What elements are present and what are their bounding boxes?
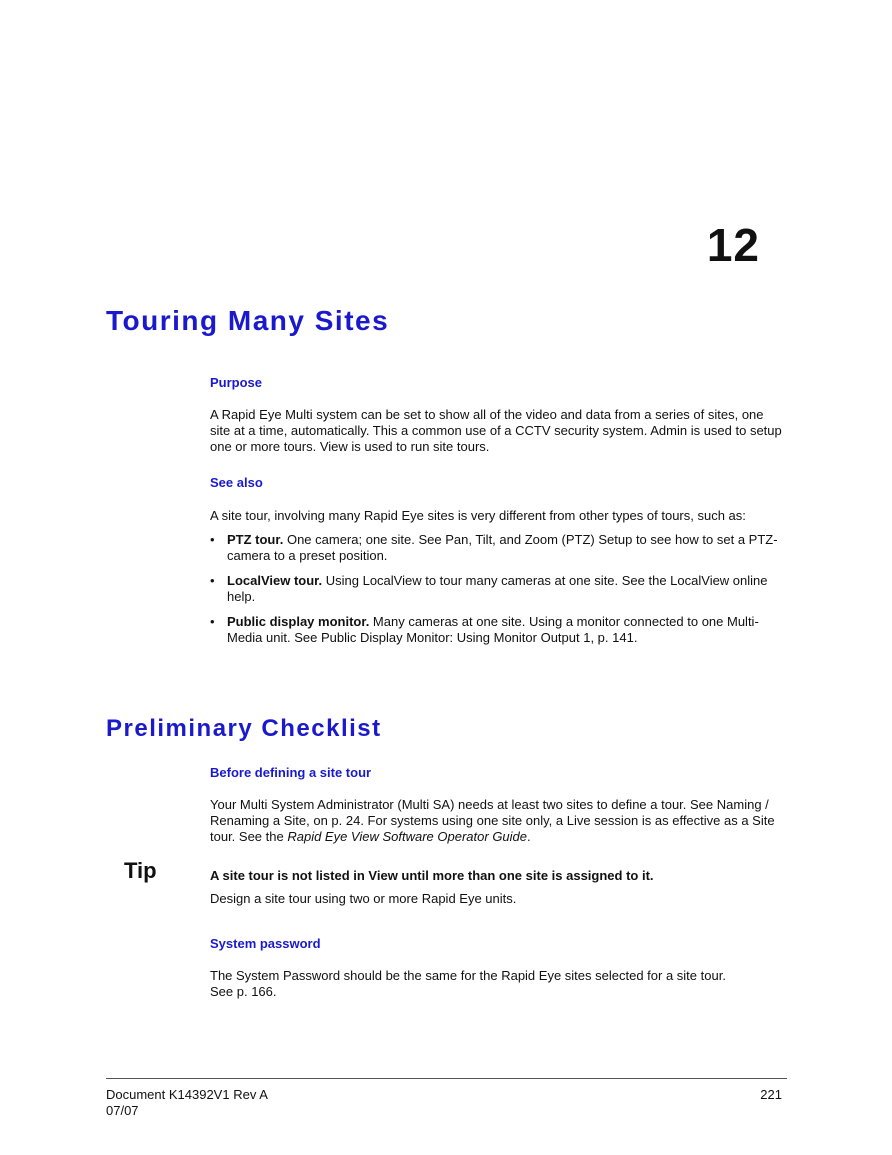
tip-text: Design a site tour using two or more Rapid Eye units. [210,891,517,906]
section-title: Preliminary Checklist [106,715,382,742]
before-text-part: Your Multi System Administrator (Multi SA) needs at least two sites to define a tour. See Naming / Renaming a Site, on p. 24. For systems using one site only, a Live session is as effective as a Site tour. See the [210,797,775,844]
password-heading: System password [210,936,321,951]
list-item [210,532,785,564]
operator-guide-title: Rapid Eye View Software Operator Guide [287,829,528,844]
list-item [210,614,785,646]
purpose-text: A Rapid Eye Multi system can be set to show all of the video and data from a series of sites, one site at a time, automatically. This a common use of a CCTV security system. Admin is used to setup one or more tours. View is used to run site tours. [210,407,782,454]
bullet-icon: • [210,573,215,588]
purpose-heading: Purpose [210,375,263,390]
footer-document-info [106,1087,268,1119]
bullet-text: Using LocalView to tour many cameras at one site. See the LocalView online help. [227,573,768,604]
chapter-number: 12 [706,219,760,271]
before-text-end: . [527,829,531,844]
tip-title: A site tour is not listed in View until more than one site is assigned to it. [210,868,654,883]
see-also-intro: A site tour, involving many Rapid Eye sites is very different from other types of tours, such as: [210,508,746,523]
bullet-term: LocalView tour. [227,573,323,588]
bullet-text: One camera; one site. See Pan, Tilt, and Zoom (PTZ) Setup to see how to set a PTZ-camera to a preset position. [227,532,778,563]
document-id: Document K14392V1 Rev A [106,1087,268,1102]
list-item [210,573,785,605]
bullet-term: Public display monitor. [227,614,370,629]
chapter-title: Touring Many Sites [106,305,390,336]
password-text-line1: The System Password should be the same for the Rapid Eye sites selected for a site tour. [210,968,726,983]
tip-label: Tip [124,858,157,883]
see-also-heading: See also [210,475,263,490]
bullet-text: Many cameras at one site. Using a monitor connected to one Multi-Media unit. See Public Display Monitor: Using Monitor Output 1, p. 141. [227,614,759,645]
footer-divider [106,1078,787,1079]
bullet-term: PTZ tour. [227,532,284,547]
password-text [210,968,785,1000]
tour-types-list [210,532,785,655]
bullet-icon: • [210,614,215,629]
before-text [210,797,785,845]
bullet-icon: • [210,532,215,547]
page-number: 221 [760,1087,782,1102]
document-date: 07/07 [106,1103,139,1118]
password-text-line2: See p. 166. [210,984,277,999]
before-heading: Before defining a site tour [210,765,372,780]
